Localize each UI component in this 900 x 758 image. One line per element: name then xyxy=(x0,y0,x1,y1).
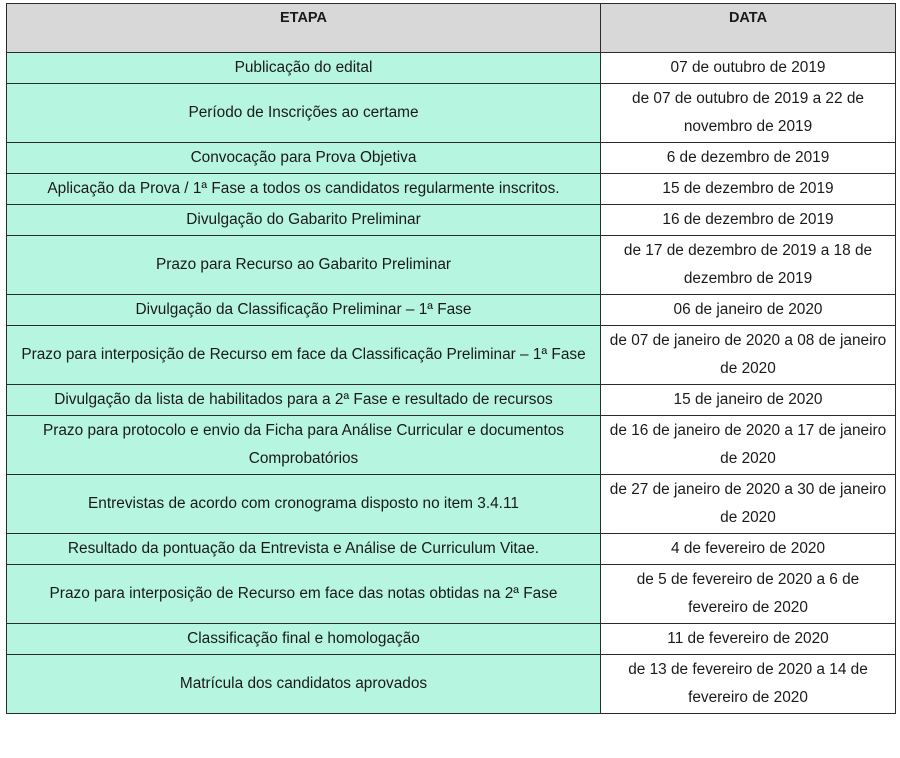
table-row xyxy=(7,385,896,416)
etapa-cell: Entrevistas de acordo com cronograma disposto no item 3.4.11 xyxy=(7,475,601,534)
data-cell: 4 de fevereiro de 2020 xyxy=(601,534,896,565)
table-row xyxy=(7,174,896,205)
table-row xyxy=(7,53,896,84)
table-row xyxy=(7,475,896,534)
etapa-cell: Prazo para Recurso ao Gabarito Preliminar xyxy=(7,236,601,295)
etapa-cell: Prazo para interposição de Recurso em face das notas obtidas na 2ª Fase xyxy=(7,565,601,624)
data-cell: de 13 de fevereiro de 2020 a 14 de fevereiro de 2020 xyxy=(601,655,896,714)
column-header-etapa: ETAPA xyxy=(7,4,601,53)
data-cell: 15 de dezembro de 2019 xyxy=(601,174,896,205)
data-cell: de 07 de janeiro de 2020 a 08 de janeiro de 2020 xyxy=(601,326,896,385)
etapa-cell: Divulgação da lista de habilitados para a 2ª Fase e resultado de recursos xyxy=(7,385,601,416)
table-row xyxy=(7,565,896,624)
table-row xyxy=(7,416,896,475)
data-cell: de 27 de janeiro de 2020 a 30 de janeiro de 2020 xyxy=(601,475,896,534)
etapa-cell: Prazo para interposição de Recurso em face da Classificação Preliminar – 1ª Fase xyxy=(7,326,601,385)
data-cell: de 5 de fevereiro de 2020 a 6 de fevereiro de 2020 xyxy=(601,565,896,624)
table-row xyxy=(7,236,896,295)
table-row xyxy=(7,624,896,655)
table-row xyxy=(7,143,896,174)
etapa-cell: Prazo para protocolo e envio da Ficha para Análise Curricular e documentos Comprobatórios xyxy=(7,416,601,475)
table-row xyxy=(7,326,896,385)
column-header-data: DATA xyxy=(601,4,896,53)
etapa-cell: Classificação final e homologação xyxy=(7,624,601,655)
table-row xyxy=(7,534,896,565)
schedule-table xyxy=(6,3,896,714)
etapa-cell: Divulgação da Classificação Preliminar – 1ª Fase xyxy=(7,295,601,326)
data-cell: 15 de janeiro de 2020 xyxy=(601,385,896,416)
etapa-cell: Divulgação do Gabarito Preliminar xyxy=(7,205,601,236)
data-cell: 11 de fevereiro de 2020 xyxy=(601,624,896,655)
header-row xyxy=(7,4,896,53)
data-cell: de 17 de dezembro de 2019 a 18 de dezembro de 2019 xyxy=(601,236,896,295)
etapa-cell: Aplicação da Prova / 1ª Fase a todos os candidatos regularmente inscritos. xyxy=(7,174,601,205)
table-row xyxy=(7,84,896,143)
etapa-cell: Matrícula dos candidatos aprovados xyxy=(7,655,601,714)
table-row xyxy=(7,655,896,714)
table-row xyxy=(7,295,896,326)
etapa-cell: Período de Inscrições ao certame xyxy=(7,84,601,143)
data-cell: 16 de dezembro de 2019 xyxy=(601,205,896,236)
etapa-cell: Convocação para Prova Objetiva xyxy=(7,143,601,174)
etapa-cell: Resultado da pontuação da Entrevista e Análise de Curriculum Vitae. xyxy=(7,534,601,565)
data-cell: de 07 de outubro de 2019 a 22 de novembro de 2019 xyxy=(601,84,896,143)
data-cell: 6 de dezembro de 2019 xyxy=(601,143,896,174)
table-row xyxy=(7,205,896,236)
data-cell: 07 de outubro de 2019 xyxy=(601,53,896,84)
data-cell: 06 de janeiro de 2020 xyxy=(601,295,896,326)
etapa-cell: Publicação do edital xyxy=(7,53,601,84)
data-cell: de 16 de janeiro de 2020 a 17 de janeiro de 2020 xyxy=(601,416,896,475)
